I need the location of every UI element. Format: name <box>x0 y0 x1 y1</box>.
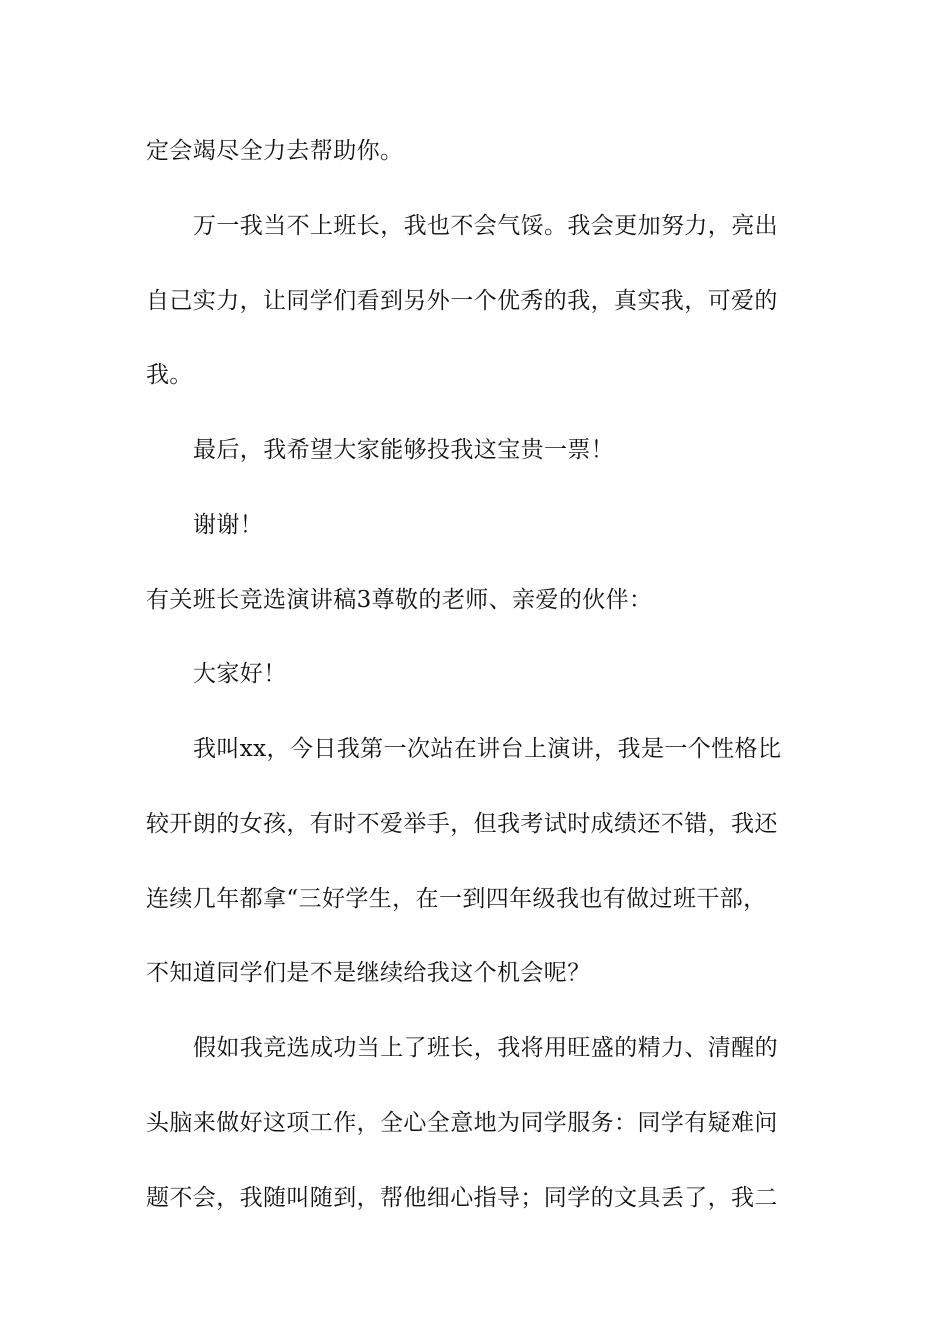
text-line: 题不会，我随叫随到，帮他细心指导；同学的文具丢了，我二 <box>146 1185 778 1211</box>
section-heading: 有关班长竞选演讲稿3尊敬的老师、亲爱的伙伴： <box>146 587 653 613</box>
text-line: 头脑来做好这项工作，全心全意地为同学服务：同学有疑难问 <box>146 1110 778 1136</box>
text-line: 定会竭尽全力去帮助你。 <box>146 138 404 164</box>
text-line: 最后，我希望大家能够投我这宝贵一票！ <box>193 437 615 463</box>
text-line: 不知道同学们是不是继续给我这个机会呢？ <box>146 960 591 986</box>
text-line: 万一我当不上班长，我也不会气馁。我会更加努力，亮出 <box>193 213 778 239</box>
text-line: 大家好！ <box>193 661 287 687</box>
text-line: 较开朗的女孩，有时不爱举手，但我考试时成绩还不错，我还 <box>146 811 778 837</box>
text-line: 自己实力，让同学们看到另外一个优秀的我，真实我，可爱的 <box>146 288 778 314</box>
text-line: 连续几年都拿“三好学生，在一到四年级我也有做过班干部， <box>146 886 767 912</box>
text-line: 假如我竞选成功当上了班长，我将用旺盛的精力、清醒的 <box>193 1035 778 1061</box>
text-line: 谢谢！ <box>193 512 264 538</box>
text-line: 我。 <box>146 362 193 388</box>
text-line: 我叫xx，今日我第一次站在讲台上演讲，我是一个性格比 <box>193 736 782 762</box>
